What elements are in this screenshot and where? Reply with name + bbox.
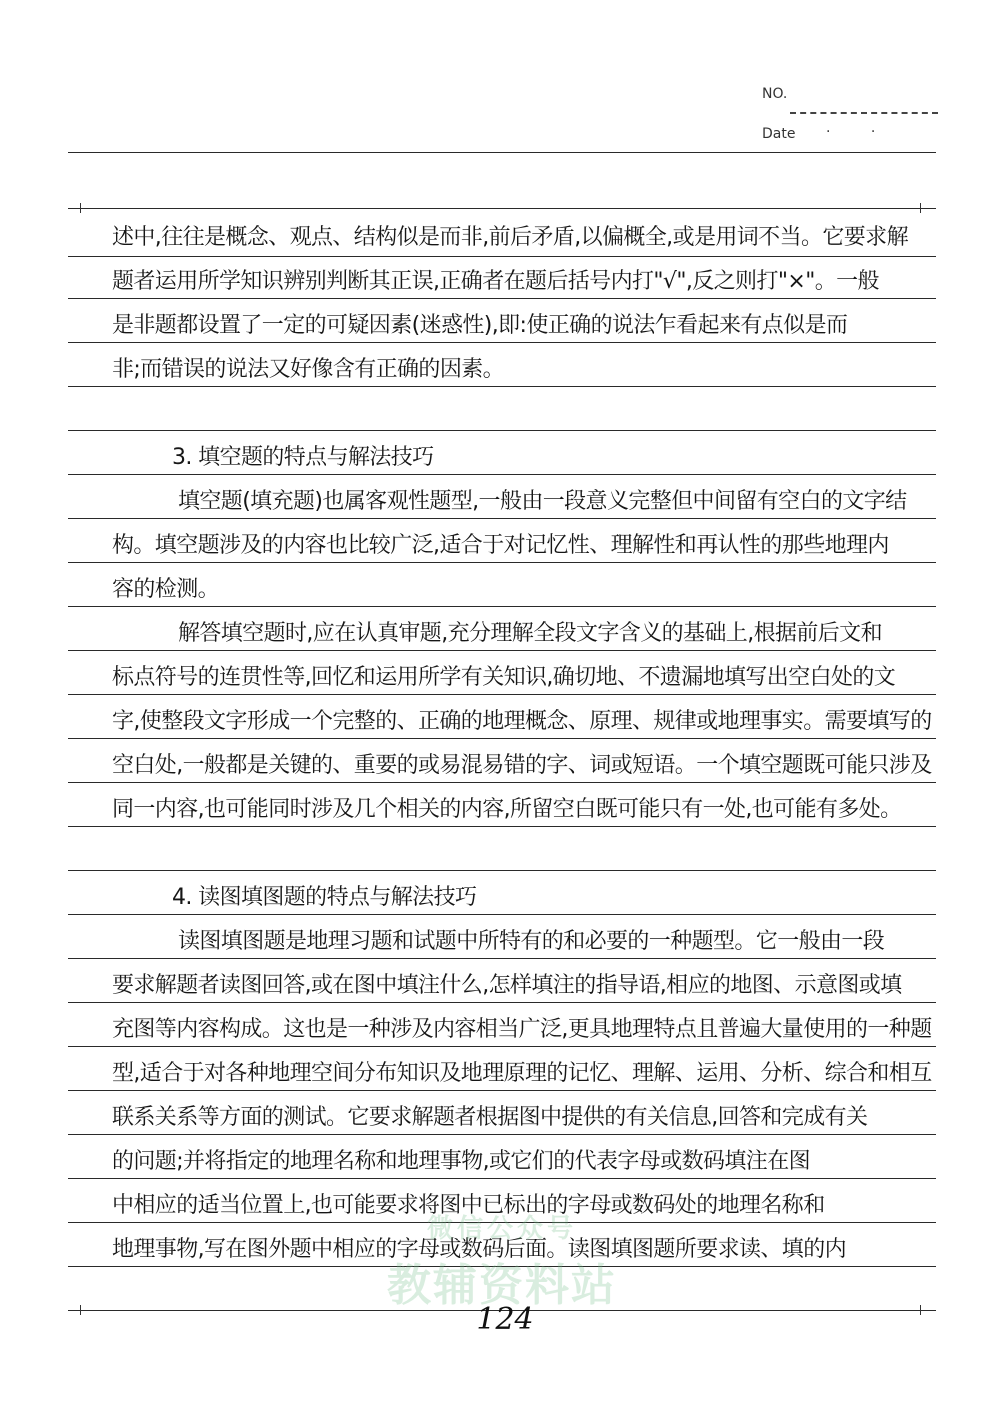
number-label: NO.: [762, 86, 788, 102]
text-line: 中相应的适当位置上,也可能要求将图中已标出的字母或数码处的地理名称和: [112, 1193, 825, 1218]
text-line: 非;而错误的说法又好像含有正确的因素。: [112, 357, 505, 382]
watermark-line-2: 教辅资料站: [387, 1260, 617, 1311]
text-line: 读图填图题是地理习题和试题中所特有的和必要的一种题型。它一般由一段: [178, 929, 885, 954]
text-line: 空白处,一般都是关键的、重要的或易混易错的字、词或短语。一个填空题既可能只涉及: [112, 753, 932, 778]
ruled-line: [68, 208, 936, 209]
text-line: 充图等内容构成。这也是一种涉及内容相当广泛,更具地理特点且普遍大量使用的一种题: [112, 1017, 932, 1042]
date-blank-dots: · ·: [826, 124, 894, 140]
margin-tick: [920, 1305, 921, 1315]
section-heading-4: 4. 读图填图题的特点与解法技巧: [172, 885, 477, 910]
text-line: 题者运用所学知识辨别判断其正误,正确者在题后括号内打"√",反之则打"×"。一般: [112, 269, 879, 294]
ruled-line: [68, 870, 936, 871]
ruled-line: [68, 430, 936, 431]
text-line: 联系关系等方面的测试。它要求解题者根据图中提供的有关信息,回答和完成有关: [112, 1105, 868, 1130]
page-number: 124: [476, 1302, 534, 1337]
section-heading-3: 3. 填空题的特点与解法技巧: [172, 445, 434, 470]
date-label: Date: [762, 126, 796, 142]
margin-tick: [80, 1305, 81, 1315]
margin-tick: [920, 203, 921, 213]
watermark: [372, 1208, 632, 1313]
text-line: 同一内容,也可能同时涉及几个相关的内容,所留空白既可能只有一处,也可能有多处。: [112, 797, 902, 822]
header-rule: [68, 152, 936, 153]
margin-tick: [80, 203, 81, 213]
watermark-line-1: 微信公众号: [426, 1214, 577, 1244]
number-blank-line: [790, 112, 938, 114]
text-line: 容的检测。: [112, 577, 220, 602]
text-line: 的问题;并将指定的地理名称和地理事物,或它们的代表字母或数码填注在图: [112, 1149, 811, 1174]
text-line: 是非题都设置了一定的可疑因素(迷惑性),即:使正确的说法乍看起来有点似是而: [112, 313, 848, 338]
text-line: 标点符号的连贯性等,回忆和运用所学有关知识,确切地、不遗漏地填写出空白处的文: [112, 665, 896, 690]
text-line: 要求解题者读图回答,或在图中填注什么,怎样填注的指导语,相应的地图、示意图或填: [112, 973, 902, 998]
text-line: 填空题(填充题)也属客观性题型,一般由一段意义完整但中间留有空白的文字结: [178, 489, 907, 514]
text-line: 字,使整段文字形成一个完整的、正确的地理概念、原理、规律或地理事实。需要填写的: [112, 709, 932, 734]
text-line: 构。填空题涉及的内容也比较广泛,适合于对记忆性、理解性和再认性的那些地理内: [112, 533, 889, 558]
text-line: 型,适合于对各种地理空间分布知识及地理原理的记忆、理解、运用、分析、综合和相互: [112, 1061, 932, 1086]
text-line: 述中,往往是概念、观点、结构似是而非,前后矛盾,以偏概全,或是用词不当。它要求解: [112, 225, 908, 250]
text-line: 地理事物,写在图外题中相应的字母或数码后面。读图填图题所要求读、填的内: [112, 1237, 846, 1262]
text-line: 解答填空题时,应在认真审题,充分理解全段文字含义的基础上,根据前后文和: [178, 621, 882, 646]
